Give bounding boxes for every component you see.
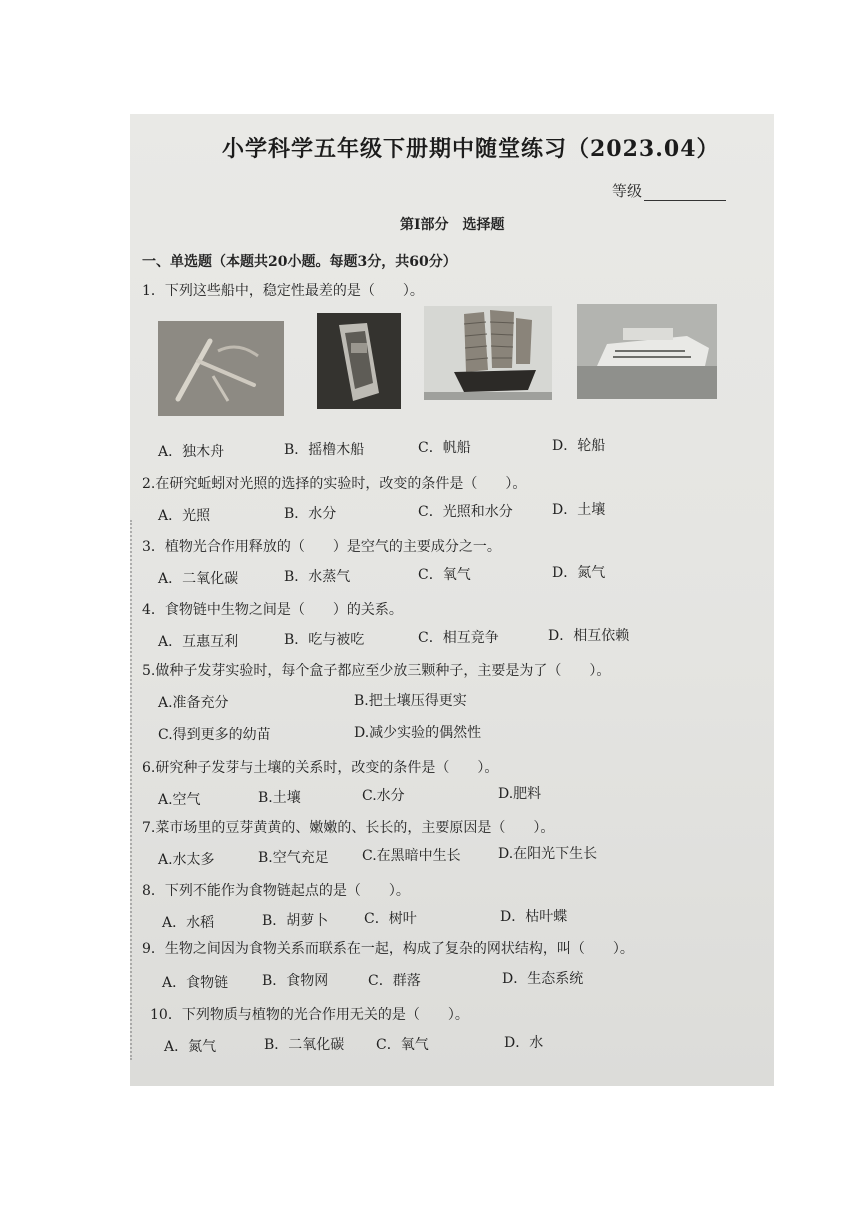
q8-option-d: D．枯叶蝶 bbox=[500, 909, 568, 925]
q5-option-b: B.把土壤压得更实 bbox=[354, 693, 467, 709]
q4-option-a: A．互惠互利 bbox=[158, 634, 239, 650]
q10-option-d: D．水 bbox=[504, 1035, 544, 1051]
q9-option-a: A．食物链 bbox=[162, 975, 229, 991]
sailing-junk-photo bbox=[424, 306, 552, 400]
q1-option-d: D．轮船 bbox=[552, 438, 606, 454]
q1-option-b: B．摇橹木船 bbox=[284, 442, 365, 458]
q7-option-b: B.空气充足 bbox=[258, 850, 329, 866]
question-5: 5.做种子发芽实验时，每个盒子都应至少放三颗种子，主要是为了（ ）。 bbox=[142, 663, 611, 679]
q2-option-c: C．光照和水分 bbox=[418, 504, 513, 520]
question-4: 4．食物链中生物之间是（ ）的关系。 bbox=[142, 602, 403, 618]
dugout-canoe-photo bbox=[158, 321, 284, 416]
q2-option-b: B．水分 bbox=[284, 506, 337, 522]
q3-option-a: A．二氧化碳 bbox=[158, 571, 239, 587]
q6-option-a: A.空气 bbox=[158, 792, 201, 808]
q5-option-a: A.准备充分 bbox=[158, 695, 229, 711]
q9-option-c: C．群落 bbox=[368, 973, 421, 989]
rowing-boat-photo bbox=[317, 313, 401, 409]
q10-option-b: B．二氧化碳 bbox=[264, 1037, 345, 1053]
q4-option-c: C．相互竞争 bbox=[418, 630, 499, 646]
q8-option-a: A．水稻 bbox=[162, 915, 215, 931]
grade-blank bbox=[644, 186, 726, 201]
question-8: 8．下列不能作为食物链起点的是（ ）。 bbox=[142, 883, 410, 899]
part-title: 第Ⅰ部分 选择题 bbox=[400, 217, 505, 233]
page-title: 小学科学五年级下册期中随堂练习（2023.04） bbox=[222, 136, 720, 162]
question-6: 6.研究种子发芽与土壤的关系时，改变的条件是（ ）。 bbox=[142, 760, 499, 776]
question-10: 10．下列物质与植物的光合作用无关的是（ ）。 bbox=[150, 1007, 469, 1023]
q1-option-a: A．独木舟 bbox=[158, 444, 225, 460]
q4-option-b: B．吃与被吃 bbox=[284, 632, 365, 648]
q3-option-d: D．氮气 bbox=[552, 565, 606, 581]
q8-option-b: B．胡萝卜 bbox=[262, 913, 329, 929]
q5-option-d: D.减少实验的偶然性 bbox=[354, 725, 482, 741]
question-3: 3．植物光合作用释放的（ ）是空气的主要成分之一。 bbox=[142, 539, 501, 555]
q6-option-d: D.肥料 bbox=[498, 786, 542, 802]
grade-field bbox=[612, 180, 726, 201]
binding-holes bbox=[130, 520, 136, 1060]
q7-option-d: D.在阳光下生长 bbox=[498, 846, 598, 862]
q6-option-c: C.水分 bbox=[362, 788, 405, 804]
q7-option-c: C.在黑暗中生长 bbox=[362, 848, 461, 864]
q8-option-c: C．树叶 bbox=[364, 911, 417, 927]
question-1: 1．下列这些船中，稳定性最差的是（ ）。 bbox=[142, 283, 424, 299]
q9-option-d: D．生态系统 bbox=[502, 971, 584, 987]
section-title: 一、单选题（本题共20小题。每题3分，共60分） bbox=[142, 254, 457, 270]
q10-option-c: C．氧气 bbox=[376, 1037, 429, 1053]
q2-option-a: A．光照 bbox=[158, 508, 211, 524]
q2-option-d: D．土壤 bbox=[552, 502, 606, 518]
q6-option-b: B.土壤 bbox=[258, 790, 301, 806]
q4-option-d: D．相互依赖 bbox=[548, 628, 630, 644]
q3-option-b: B．水蒸气 bbox=[284, 569, 351, 585]
q3-option-c: C．氧气 bbox=[418, 567, 471, 583]
q7-option-a: A.水太多 bbox=[158, 852, 215, 868]
q10-option-a: A．氮气 bbox=[164, 1039, 217, 1055]
q9-option-b: B．食物网 bbox=[262, 973, 329, 989]
grade-label: 等级 bbox=[612, 182, 643, 200]
q5-option-c: C.得到更多的幼苗 bbox=[158, 727, 271, 743]
cruise-ship-photo bbox=[577, 304, 717, 399]
question-7: 7.菜市场里的豆芽黄黄的、嫩嫩的、长长的，主要原因是（ ）。 bbox=[142, 820, 555, 836]
q1-option-c: C．帆船 bbox=[418, 440, 471, 456]
question-2: 2.在研究蚯蚓对光照的选择的实验时，改变的条件是（ ）。 bbox=[142, 476, 527, 492]
question-9: 9．生物之间因为食物关系而联系在一起，构成了复杂的网状结构，叫（ ）。 bbox=[142, 941, 634, 957]
